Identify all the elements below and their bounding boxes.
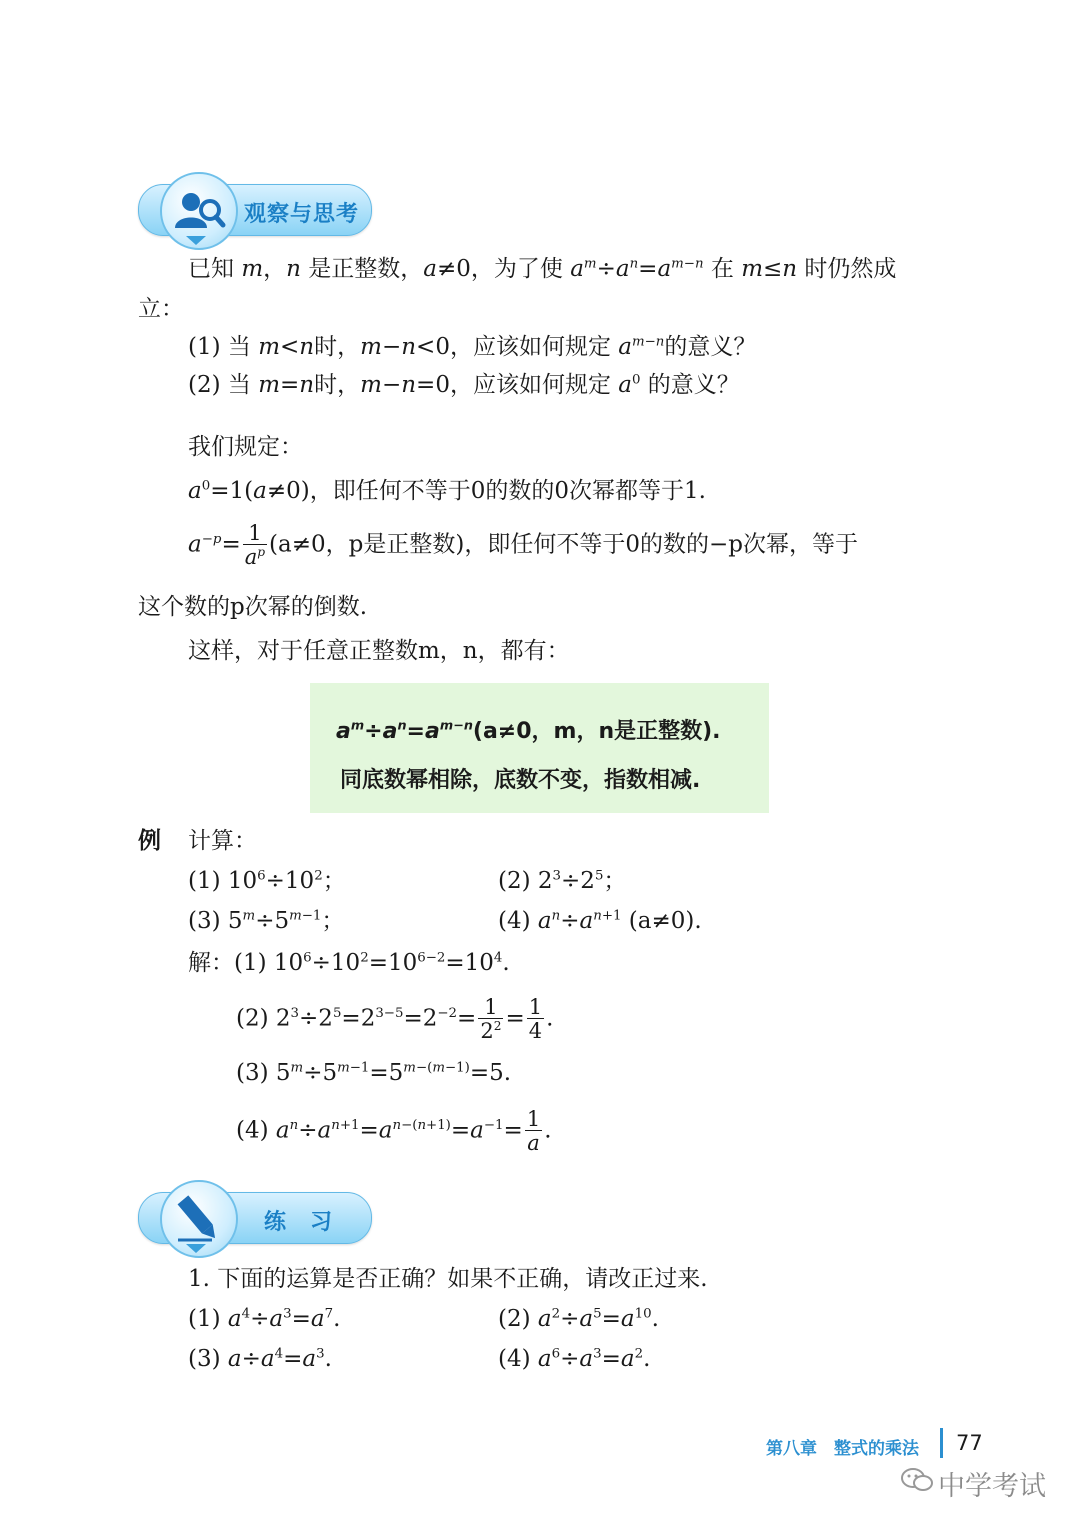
banner-pointer (186, 1244, 206, 1253)
rules-heading: 我们规定： (188, 434, 303, 460)
question-1: (1) 当 m<n时，m−n<0，应该如何规定 $a^{m-n}$的意义？ (188, 334, 757, 360)
intro-line-2: 立： (138, 296, 184, 322)
label: (2) (236, 1005, 269, 1032)
cond: (a≠0). (628, 908, 702, 934)
label: (1) (188, 1306, 221, 1332)
solution-2: (2) $2^3\div 2^5=2^{3-5}=2^{-2}=$ $\frac{1}{2^2}$ = $\frac{1}{4}$ . (236, 995, 554, 1044)
rule-zero-exponent: $a^0=1(a\ne 0)$，即任何不等于0的数的0次幂都等于1. (188, 478, 706, 504)
exercise-item-4: (4) $a^6\div a^3=a^2$. (498, 1346, 651, 1372)
comma: ， (263, 256, 287, 282)
solution-4: (4) $a^n\div a^{n+1}=a^{n-(n+1)}=a^{-1}=$ $\frac{1}{a}$ . (236, 1107, 552, 1156)
example-problem-4: (4) $a^n\div a^{n+1}$ (a≠0). (498, 908, 702, 934)
label: (1) (188, 868, 221, 894)
solution-label: 解： (188, 950, 234, 976)
example-problem-2: (2) $2^3\div 2^5$； (498, 868, 627, 894)
q2-end: 的意义？ (647, 372, 740, 398)
wechat-icon (900, 1466, 934, 1498)
exercise-item-1: (1) $a^4\div a^3=a^7$. (188, 1306, 341, 1332)
box-formula-tail: (a≠0，m，n是正整数). (472, 719, 721, 744)
formula-am-div-an: $a^m\div a^n=a^{m-n}$ (570, 256, 704, 282)
intro-text: ≠0，为了使 (436, 256, 563, 282)
var-m: m (241, 256, 264, 282)
box-formula: $a^m\div a^n=a^{m-n}(a\ne 0$，m，n是正整数). (336, 718, 721, 744)
q1-mid2: <0，应该如何规定 (416, 334, 611, 360)
watermark-text: 中学考试 (938, 1471, 1046, 1502)
rule-negative-exponent: $a^{-p}=$ $\frac{1}{a^p}$ (a≠0，p是正整数)，即任何不等于0的数的−p次幂，等于 (188, 521, 858, 570)
q2-mid2: =0，应该如何规定 (416, 372, 611, 398)
exercise-question-1: 1. 下面的运算是否正确？如果不正确，请改正过来. (188, 1266, 708, 1292)
footer-divider (940, 1428, 943, 1458)
exercise-item-2: (2) $a^2\div a^5=a^{10}$. (498, 1306, 659, 1332)
intro-text: 是正整数， (308, 256, 424, 282)
label: (3) (188, 908, 221, 934)
example-problem-3: (3) $5^m\div 5^{m-1}$； (188, 908, 345, 934)
exercise-item-3: (3) $a\div a^4=a^3$. (188, 1346, 332, 1372)
chapter-title: 第八章 整式的乘法 (766, 1439, 919, 1459)
intro-line-1: 已知 m，n 是正整数，a≠0，为了使 $a^m\div a^n=a^{m-n}$ 在 m≤n 时仍然成 (188, 256, 897, 282)
q1-mid: 时， (314, 334, 361, 360)
intro-text: 已知 (188, 256, 234, 282)
label: (2) (498, 1306, 531, 1332)
q1-prefix: (1) 当 (188, 334, 251, 360)
leq-sign: ≤ (763, 256, 783, 282)
example-label: 例 (138, 828, 161, 854)
var-n: n (286, 256, 301, 282)
box-rule: 同底数幂相除，底数不变，指数相减. (340, 768, 701, 793)
banner-label: 练 习 (264, 1210, 334, 1235)
label: (2) (498, 868, 531, 894)
q2-prefix: (2) 当 (188, 372, 251, 398)
label: (1) (234, 950, 267, 976)
banner-label: 观察与思考 (244, 202, 360, 227)
solution-1: 解：(1) $10^6\div 10^2=10^{6-2}=10^4$. (188, 950, 510, 976)
rule2-text: (a≠0，p是正整数)，即任何不等于0的数的−p次幂，等于 (269, 531, 858, 558)
rule2-continuation: 这个数的p次幂的倒数. (138, 594, 368, 620)
var-a: a (423, 256, 437, 282)
example-prompt: 计算： (188, 828, 257, 854)
question-2: (2) 当 m=n时，m−n=0，应该如何规定 $a^0$ 的意义？ (188, 372, 740, 398)
banner-pointer (186, 236, 206, 245)
intro-text: 在 (710, 256, 734, 282)
fraction-1-over-ap: $\frac{1}{a^p}$ (244, 521, 266, 570)
rules-summary: 这样，对于任意正整数m，n，都有： (188, 638, 570, 664)
label: (4) (498, 1346, 531, 1372)
example-problem-1: (1) $10^6\div 10^2$； (188, 868, 346, 894)
label: (3) (188, 1346, 221, 1372)
q2-mid: 时， (314, 372, 361, 398)
label: (4) (498, 908, 531, 934)
solution-3: (3) $5^m\div 5^{m-1}=5^{m-(m-1)}=5$. (236, 1060, 512, 1086)
rule1-text: ，即任何不等于0的数的0次幂都等于1. (309, 478, 706, 504)
page-number: 77 (956, 1431, 983, 1455)
label: (4) (236, 1117, 269, 1144)
intro-text: 时仍然成 (804, 256, 897, 282)
label: (3) (236, 1060, 269, 1086)
q1-end: 的意义？ (664, 334, 757, 360)
